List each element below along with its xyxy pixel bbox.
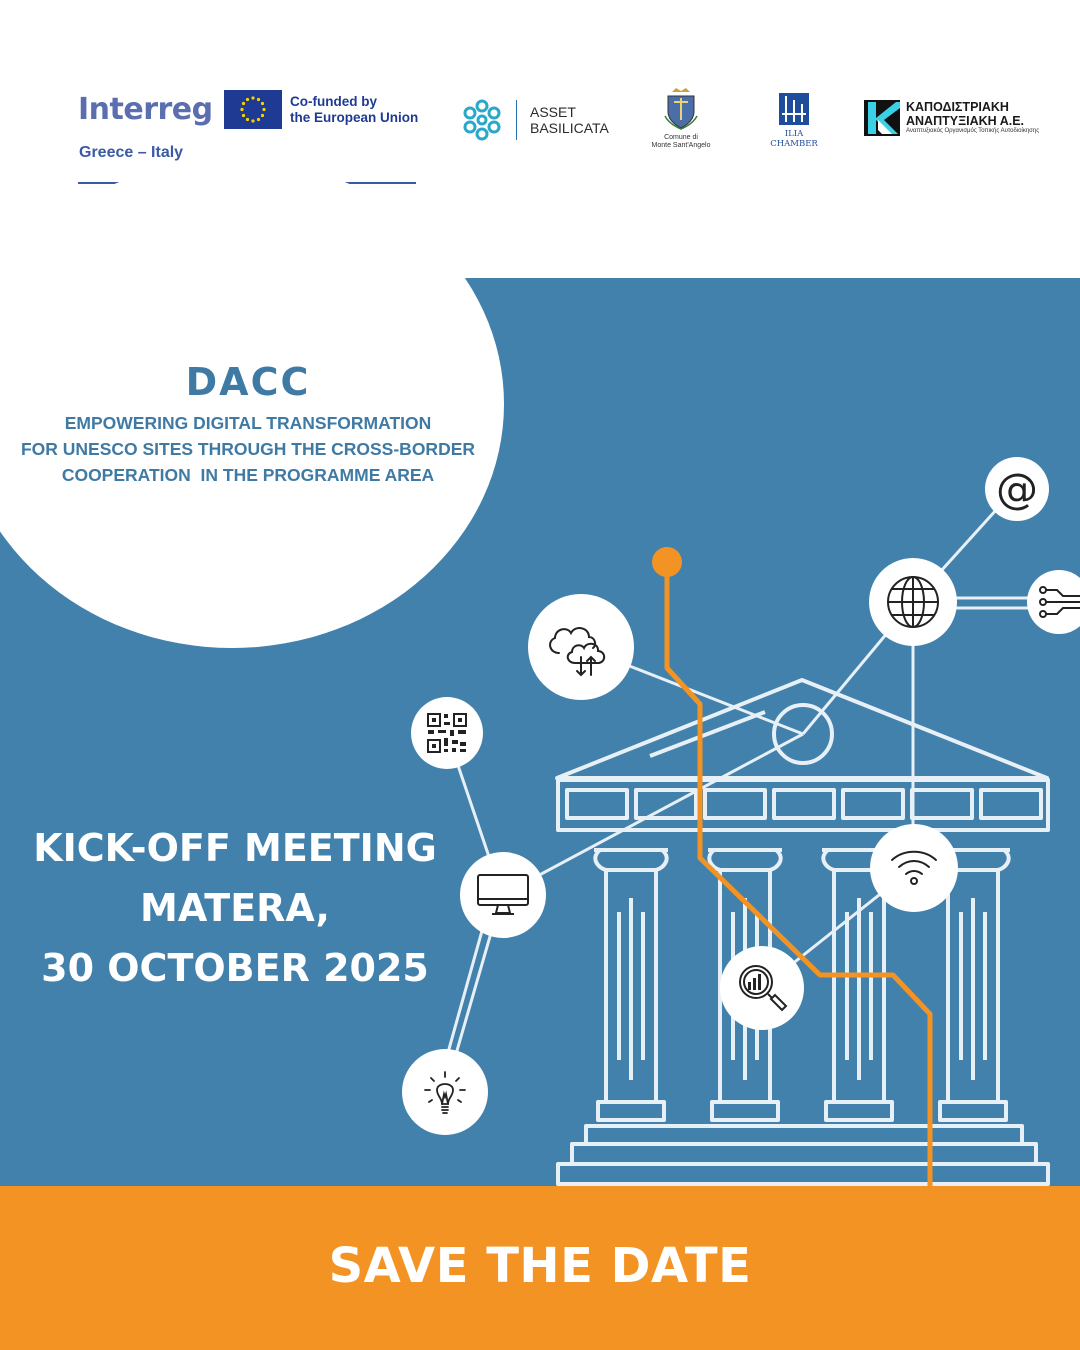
globe-icon <box>885 574 941 630</box>
programme-region: Greece – Italy <box>79 144 184 161</box>
ilia-line-2: CHAMBER <box>770 139 818 149</box>
light-bulb-icon <box>417 1064 473 1120</box>
montesant-line-2: Monte Sant'Angelo <box>651 142 711 149</box>
cofunded-line-1: Co-funded by <box>290 94 377 109</box>
event-line-3: 30 OCTOBER 2025 <box>41 946 429 990</box>
wifi-icon <box>889 848 939 888</box>
qr-code-icon <box>426 712 468 754</box>
kap-line-1: ΚΑΠΟΔΙΣΤΡΙΑΚΗ <box>906 100 1009 114</box>
magnifier-chart-icon <box>734 960 790 1016</box>
subtitle-line-2: FOR UNESCO SITES THROUGH THE CROSS-BORDER <box>20 439 476 459</box>
event-details <box>20 818 450 998</box>
computer-monitor-icon <box>476 873 530 917</box>
cofunded-line-2: the European Union <box>290 110 419 125</box>
interreg-logo: Interreg <box>78 92 213 127</box>
analytics-search-node <box>720 946 804 1030</box>
subtitle-line-1: EMPOWERING DIGITAL TRANSFORMATION <box>64 413 432 433</box>
globe-node <box>869 558 957 646</box>
kapodistriaki-subtitle: Αναπτυξιακός Οργανισμός Τοπικής Αυτοδιοίκησης <box>906 128 1040 134</box>
orange-node-dot <box>652 547 682 577</box>
email-node <box>985 457 1049 521</box>
project-title: DACC <box>185 360 311 404</box>
montesant-line-1: Comune di <box>664 134 698 141</box>
event-line-2: MATERA, <box>140 886 330 930</box>
save-the-date-label: SAVE THE DATE <box>328 1238 752 1294</box>
cloud-sync-icon <box>541 617 621 677</box>
computer-node <box>460 852 546 938</box>
qr-code-node <box>411 697 483 769</box>
asset-line-2: BASILICATA <box>530 120 609 136</box>
cloud-sync-node <box>528 594 634 700</box>
subtitle-line-3: COOPERATION IN THE PROGRAMME AREA <box>61 465 435 485</box>
wifi-node <box>870 824 958 912</box>
asset-line-1: ASSET <box>530 104 576 120</box>
idea-bulb-node <box>402 1049 488 1135</box>
at-symbol-icon: @ <box>996 464 1038 513</box>
project-subtitle <box>0 410 496 488</box>
ilia-line-1: ILIA <box>784 129 804 139</box>
event-line-1: KICK-OFF MEETING <box>33 826 437 870</box>
circuit-icon <box>1037 582 1080 622</box>
kap-line-2: ΑΝΑΠΤΥΞΙΑΚΗ Α.Ε. <box>906 114 1024 128</box>
